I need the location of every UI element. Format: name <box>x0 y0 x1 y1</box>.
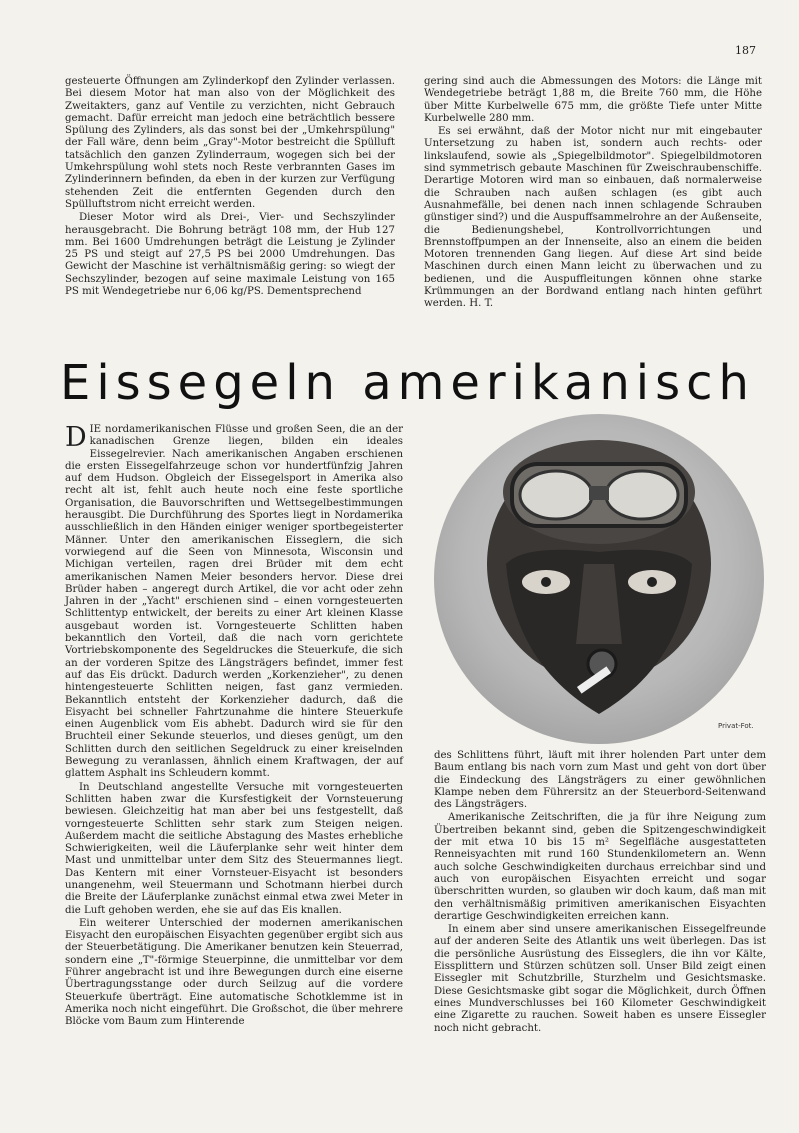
article-column-right <box>434 750 766 1035</box>
prev-article-column-left <box>65 76 395 298</box>
goggle-lens-right <box>606 471 678 519</box>
paragraph: Es sei erwähnt, daß der Motor nicht nur mit eingebauter Untersetzung zu haben ist, sondern auch rechts- oder linkslaufend, sowie als „Spiegelbildmotor". Spiegelbildmotoren sind symmetrisch gebaute Maschinen für Zweischraubenschiffe. Derartige Motoren wird man so einbauen, daß normalerweise die Schrauben nach außen schlagen (es gibt auch Ausnahmefälle, bei denen nach innen schlagende Schrauben günstiger sind?) und die Auspuffsammelrohre an der Außenseite, die Bedienungshebel, Kontrollvorrichtungen und Brennstoffpumpen an der Innenseite, also an einem die beiden Motoren trennenden Gang liegen. Auf diese Art sind beide Maschinen durch einen Mann leicht zu überwachen und zu bedienen, und die Auspuffleitungen können ohne starke Krümmungen an der Bordwand entlang nach hinten geführt werden. H. T. <box>424 126 762 310</box>
paragraph: gering sind auch die Abmessungen des Motors: die Länge mit Wendegetriebe beträgt 1,88 m, die Breite 760 mm, die Höhe über Mitte Kurbelwelle 675 mm, die größte Tiefe unter Mitte Kurbelwelle 280 mm. <box>424 76 762 124</box>
goggles-bridge <box>589 486 609 500</box>
paragraph: Amerikanische Zeitschriften, die ja für ihre Neigung zum Übertreiben bekannt sind, geben die Spitzengeschwindigkeit der mit etwa 10 bis 15 m² Segelfläche ausgestatteten Renneisyachten mit rund 160 Stundenkilometern an. Wenn auch solche Geschwindigkeiten durchaus erreichbar sind und auch von europäischen Eisyachten erreicht und sogar überschritten wurden, so glauben wir doch kaum, daß man mit den verhältnismäßig primitiven amerikanischen Eisyachten derartige Geschwindigkeiten erreichen kann. <box>434 812 766 922</box>
goggle-lens-left <box>520 471 592 519</box>
paragraph: Dieser Motor wird als Drei-, Vier- und Sechszylinder herausgebracht. Die Bohrung beträgt 108 mm, der Hub 127 mm. Bei 1600 Umdrehungen beträgt die Leistung je Zylinder 25 PS und steigt auf 27,5 PS bei 2000 Umdrehungen. Das Gewicht der Maschine ist verhältnismäßig gering: so wiegt der Sechszylinder, bezogen auf seine maximale Leistung von 165 PS mit Wendegetriebe nur 6,06 kg/PS. Dementsprechend <box>65 212 395 298</box>
paragraph: In einem aber sind unsere amerikanischen Eissegelfreunde auf der anderen Seite des Atlantik uns weit überlegen. Das ist die persönliche Ausrüstung des Eisseglers, die ihn vor Kälte, Eissplittern und Stürzen schützen soll. Unser Bild zeigt einen Eissegler mit Schutzbrille, Sturzhelm und Gesichtsmaske. Diese Gesichtsmaske gibt sogar die Möglichkeit, durch Öffnen eines Mundverschlusses bei 160 Kilometer Geschwindigkeit eine Zigarette zu rauchen. Soweit haben es unsere Eissegler noch nicht gebracht. <box>434 924 766 1034</box>
page-number: 187 <box>735 44 756 57</box>
drop-cap: D <box>65 422 87 453</box>
first-paragraph-text: IE nordamerikanischen Flüsse und großen Seen, die an der kanadischen Grenze liegen, bilden ein ideales Eissegelrevier. Nach amerikanischen Angaben erschienen die ersten Eissegelfahrzeuge schon vor hundertfünfzig Jahren auf dem Hudson. Obgleich der Eissegelsport in Amerika also recht alt ist, fehlt auch heute noch eine feste sportliche Organisation, die Bauvorschriften und Wettsegelbestimmungen herausgibt. Die Durchführung des Sportes liegt in Nordamerika ausschließlich in den Händen einiger weniger sportbegeisterter Männer. Unter den amerikanischen Eisseglern, die sich vorwiegend auf die Seen von Minnesota, Wisconsin und Michigan verteilen, ragen drei Brüder mit dem echt amerikanischen Namen Meier besonders hervor. Diese drei Brüder haben – angeregt durch Artikel, die vor acht oder zehn Jahren in der „Yacht" erschienen sind – einen vorngesteuerten Schlittentyp entwickelt, der bereits zu einer Art kleinen Klasse ausgebaut worden ist. Vorngesteuerte Schlitten haben bekanntlich den Vorteil, daß die nach vorn gerichtete Vortriebskomponente des Segeldruckes die Steuerkufe, die sich an der vorderen Spitze des Längsträgers befindet, immer fest auf das Eis drückt. Dadurch werden „Korkenzieher", zu denen hintengesteuerte Schlitten neigen, fast ganz vermieden. Bekanntlich entsteht der Korkenzieher dadurch, daß die Eisyacht bei schneller Fahrtzunahme die hintere Steuerkufe einen Augenblick vom Eis abhebt. Dadurch wird sie für den Bruchteil einer Sekunde steuerlos, und dieses genügt, um den Schlitten durch den seitlichen Segeldruck zu einer kreiselnden Bewegung zu veranlassen, ähnlich einem Kraftwagen, der auf glattem Asphalt ins Schleudern kommt. <box>65 424 403 780</box>
first-paragraph <box>65 424 403 781</box>
ice-sailor-photo <box>434 414 764 744</box>
article-title: Eissegeln amerikanisch <box>60 355 755 411</box>
article-column-left <box>65 424 403 1029</box>
prev-article-column-right <box>424 76 762 311</box>
nose-piece <box>576 564 622 644</box>
paragraph: Ein weiterer Unterschied der modernen amerikanischen Eisyacht den europäischen Eisyachten gegenüber ergibt sich aus der Steuerbetätigung. Die Amerikaner benutzen kein Steuerrad, sondern eine „T"-förmige Steuerpinne, die unmittelbar vor dem Führer angebracht ist und ihre Bewegungen durch eine eiserne Übertragungsstange oder durch Seilzug auf die vordere Steuerkufe überträgt. Eine automatische Schotklemme ist in Amerika noch nicht eingeführt. Die Großschot, die über mehrere Blöcke vom Baum zum Hinterende <box>65 917 403 1028</box>
eye-left <box>541 577 551 587</box>
paragraph: des Schlittens führt, läuft mit ihrer holenden Part unter dem Baum entlang bis nach vorn zum Mast und geht von dort über die Eindeckung des Längsträgers zu einer gewöhnlichen Klampe neben dem Führersitz an der Steuerbord-Seitenwand des Längsträgers. <box>434 750 766 811</box>
masked-face-illustration <box>434 414 764 744</box>
photo-credit: Privat-Fot. <box>718 722 754 730</box>
paragraph: In Deutschland angestellte Versuche mit vorngesteuerten Schlitten haben zwar die Kursfestigkeit der Vornsteuerung bewiesen. Gleichzeitig hat man aber bei uns festgestellt, daß vorngesteuerte Schlitten sehr stark zum Steigen neigen. Außerdem macht die seitliche Abstagung des Mastes erhebliche Schwierigkeiten, weil die Läuferplanke sehr weit hinter dem Mast und unmittelbar unter dem Sitz des Steuermannes liegt. Das Kentern mit einer Vornsteuer-Eisyacht ist besonders unangenehm, weil Steuermann und Schotmann hierbei durch die Breite der Läuferplanke zunächst einmal etwa zwei Meter in die Luft gehoben werden, ehe sie auf das Eis knallen. <box>65 781 403 916</box>
paragraph: gesteuerte Öffnungen am Zylinderkopf den Zylinder verlassen. Bei diesem Motor hat man also von der Möglichkeit des Zweitakters, ganz auf Ventile zu verzichten, nicht Gebrauch gemacht. Dafür erreicht man jedoch eine beträchtlich bessere Spülung des Zylinders, als das sonst bei der „Umkehrspülung" der Fall wäre, denn beim „Gray"-Motor bestreicht die Spülluft tatsächlich den ganzen Zylinderraum, wogegen sich bei der Umkehrspülung wohl stets noch Reste verbrannten Gases im Zylinderinnern befinden, da eben in der kurzen zur Verfügung stehenden Zeit die entfernten Gegenden durch den Spülluftstrom nicht erreicht werden. <box>65 76 395 210</box>
eye-right <box>647 577 657 587</box>
